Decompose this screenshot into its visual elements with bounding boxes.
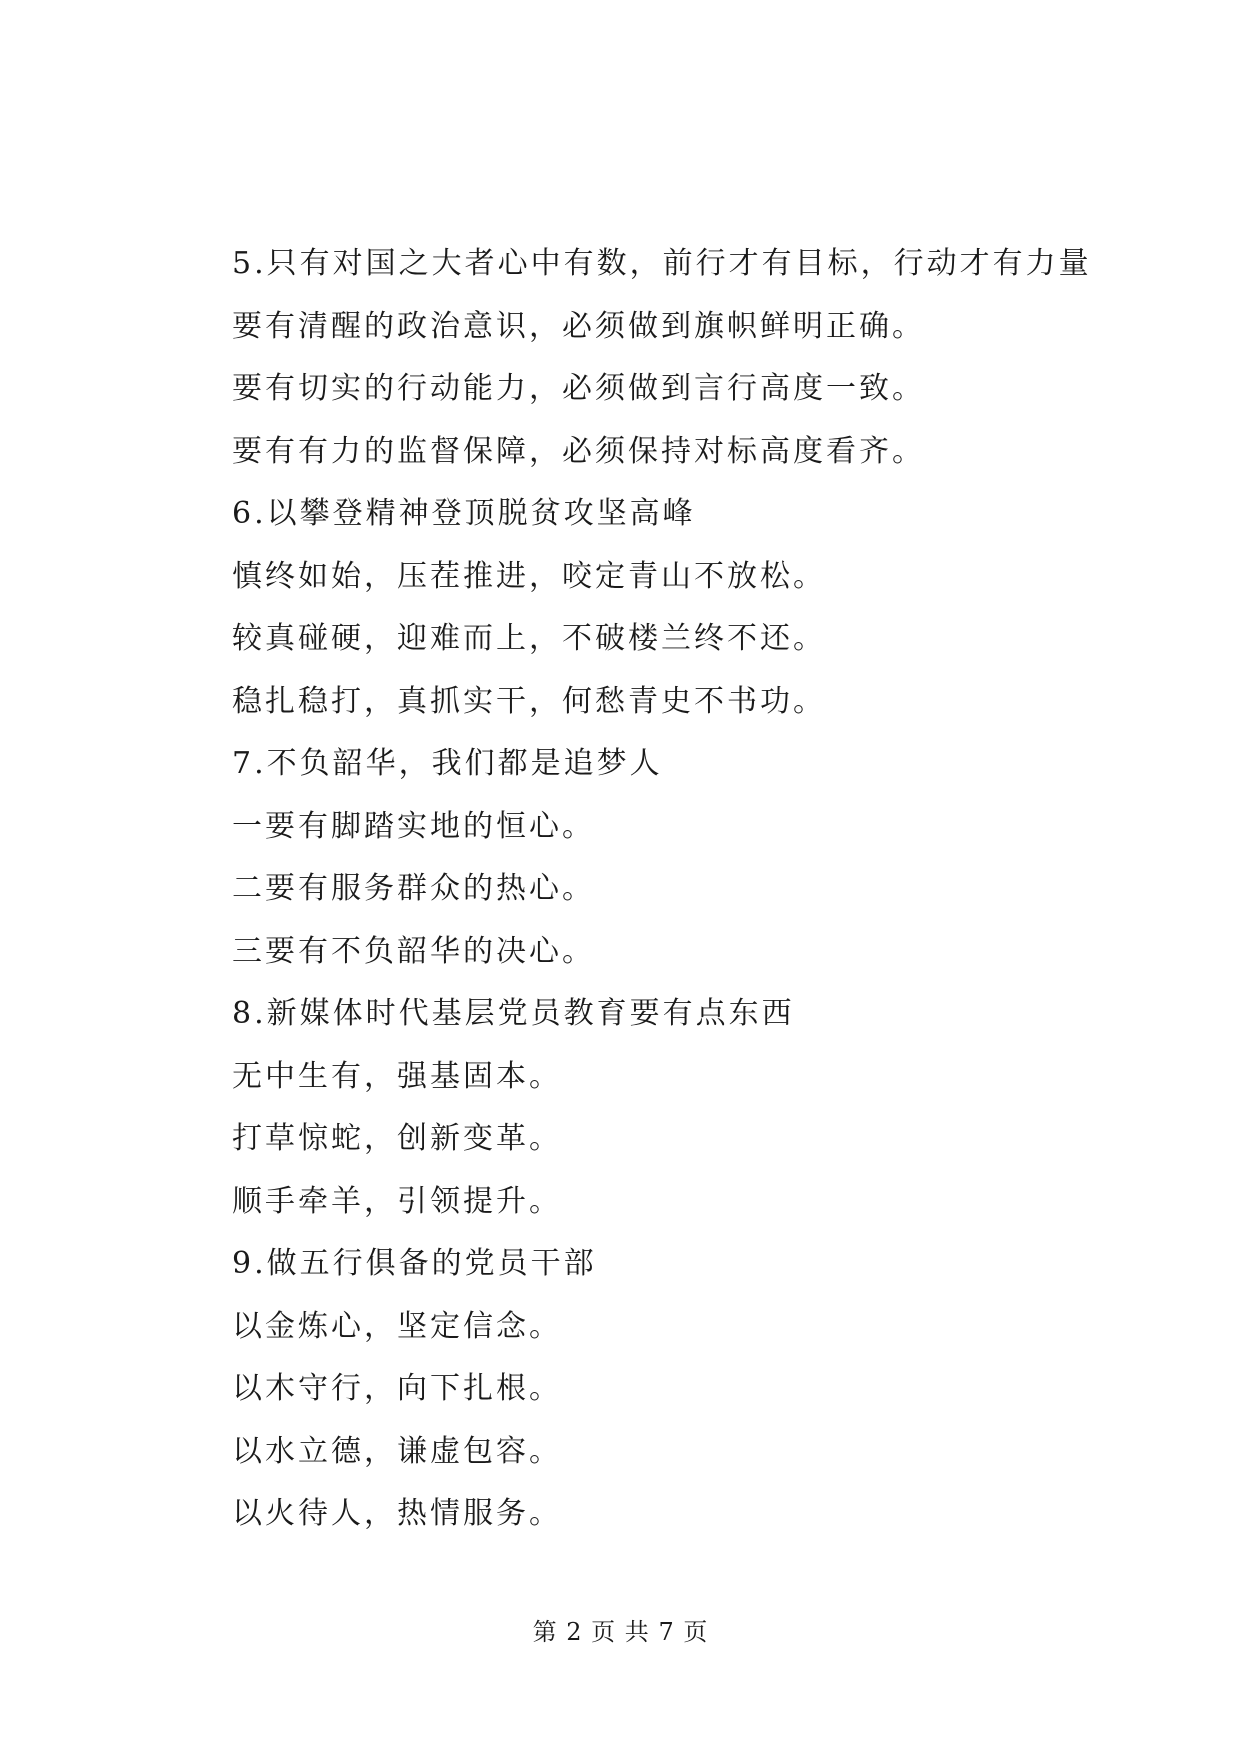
heading-8: 8.新媒体时代基层党员教育要有点东西 bbox=[232, 996, 795, 1031]
paragraph-line: 要有切实的行动能力，必须做到言行高度一致。 bbox=[232, 371, 925, 406]
paragraph-line: 要有清醒的政治意识，必须做到旗帜鲜明正确。 bbox=[232, 308, 925, 344]
paragraph-line: 打草惊蛇，创新变革。 bbox=[232, 1121, 562, 1156]
document-body bbox=[232, 233, 1132, 1546]
heading-9: 9.做五行俱备的党员干部 bbox=[232, 1246, 597, 1281]
paragraph-line: 要有有力的监督保障，必须保持对标高度看齐。 bbox=[232, 433, 925, 469]
page-number-footer: 第 2 页 共 7 页 bbox=[532, 1618, 709, 1646]
paragraph-line: 以火待人，热情服务。 bbox=[232, 1496, 562, 1531]
paragraph-line: 三要有不负韶华的决心。 bbox=[232, 933, 595, 969]
heading-5: 5.只有对国之大者心中有数，前行才有目标，行动才有力量 bbox=[232, 246, 1092, 281]
paragraph-line: 以金炼心，坚定信念。 bbox=[232, 1308, 562, 1344]
heading-6: 6.以攀登精神登顶脱贫攻坚高峰 bbox=[232, 496, 696, 531]
paragraph-line: 顺手牵羊，引领提升。 bbox=[232, 1183, 562, 1219]
paragraph-line: 稳扎稳打，真抓实干，何愁青史不书功。 bbox=[232, 683, 826, 719]
paragraph-line: 较真碰硬，迎难而上，不破楼兰终不还。 bbox=[232, 621, 826, 656]
paragraph-line: 以木守行，向下扎根。 bbox=[232, 1371, 562, 1406]
paragraph-line: 一要有脚踏实地的恒心。 bbox=[232, 808, 595, 844]
heading-7: 7.不负韶华，我们都是追梦人 bbox=[232, 746, 663, 781]
paragraph-line: 无中生有，强基固本。 bbox=[232, 1058, 562, 1094]
paragraph-line: 二要有服务群众的热心。 bbox=[232, 871, 595, 906]
paragraph-line: 以水立德，谦虚包容。 bbox=[232, 1433, 562, 1469]
paragraph-line: 慎终如始，压茬推进，咬定青山不放松。 bbox=[232, 558, 826, 594]
